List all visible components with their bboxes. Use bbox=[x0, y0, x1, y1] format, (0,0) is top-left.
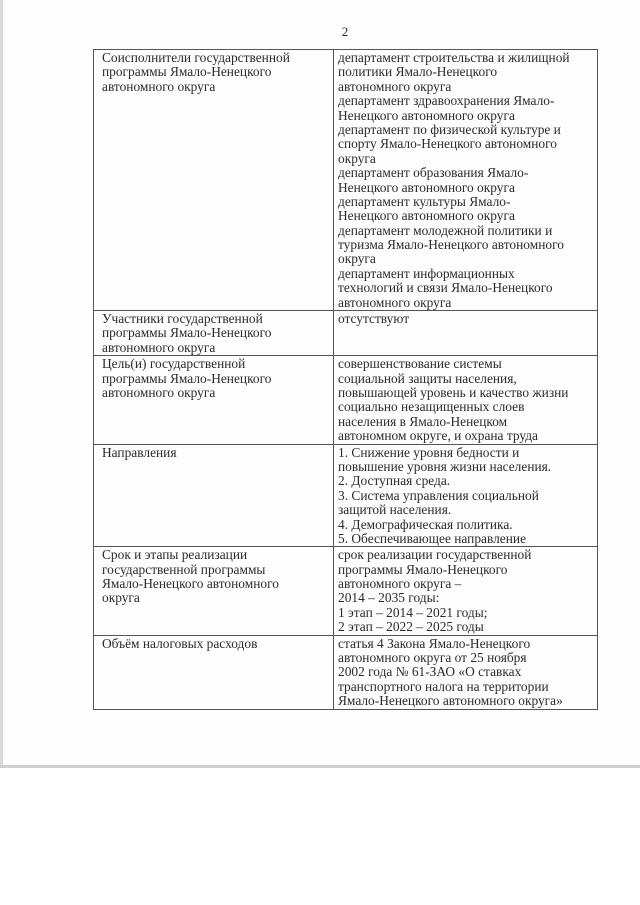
table-row-participants bbox=[94, 311, 598, 356]
row-value-line: департамент по физической культуре и bbox=[338, 121, 561, 137]
row-value-line: 2. Доступная среда. bbox=[338, 473, 451, 489]
row-value-cell bbox=[334, 635, 598, 709]
row-label-cell bbox=[94, 635, 334, 709]
row-label-line: программы Ямало-Ненецкого bbox=[102, 64, 272, 80]
row-value-line: 3. Система управления социальной bbox=[338, 487, 539, 503]
row-value-line: 1 этап – 2014 – 2021 годы; bbox=[338, 604, 488, 620]
row-value-line: защитой населения. bbox=[338, 502, 452, 518]
row-value-line: округа bbox=[338, 150, 376, 166]
row-value-line: туризма Ямало-Ненецкого автономного bbox=[338, 237, 564, 253]
row-value-line: социальной защиты населения, bbox=[338, 370, 517, 386]
row-value-line: департамент культуры Ямало- bbox=[338, 193, 511, 209]
row-value-line: 5. Обеспечивающее направление bbox=[338, 530, 527, 546]
table-row-goals bbox=[94, 356, 598, 444]
row-label-line: автономного округа bbox=[102, 384, 216, 400]
row-value-line: транспортного налога на территории bbox=[338, 678, 549, 694]
scan-left-edge bbox=[0, 0, 3, 767]
row-value-line: 1. Снижение уровня бедности и bbox=[338, 444, 520, 460]
row-value-line: Ямало-Ненецкого автономного округа» bbox=[338, 693, 563, 709]
row-label-line: автономного округа bbox=[102, 78, 216, 94]
program-passport-table bbox=[93, 49, 598, 710]
row-value-line: автономного округа bbox=[338, 78, 452, 94]
row-value-cell bbox=[334, 50, 598, 311]
row-value-line: 2014 – 2035 годы: bbox=[338, 590, 440, 606]
row-value-line: Ненецкого автономного округа bbox=[338, 208, 515, 224]
row-value-line: технологий и связи Ямало-Ненецкого bbox=[338, 280, 553, 296]
row-value-cell bbox=[334, 547, 598, 635]
row-label-line: Соисполнители государственной bbox=[102, 50, 290, 65]
row-label-cell bbox=[94, 444, 334, 547]
row-value-cell bbox=[334, 311, 598, 356]
row-value-line: департамент молодежной политики и bbox=[338, 222, 553, 238]
table-row-tax-expenditures bbox=[94, 635, 598, 709]
row-value-line: 2 этап – 2022 – 2025 годы bbox=[338, 619, 484, 635]
row-label-line: округа bbox=[102, 590, 140, 606]
row-label-line: программы Ямало-Ненецкого bbox=[102, 325, 272, 341]
row-label-cell bbox=[94, 547, 334, 635]
row-value-line: автономного округа – bbox=[338, 576, 462, 592]
row-value-line: Ненецкого автономного округа bbox=[338, 107, 515, 123]
row-value-line: программы Ямало-Ненецкого bbox=[338, 561, 508, 577]
row-value-line: автономном округе, и охрана труда bbox=[338, 428, 538, 444]
row-value-line: 2002 года № 61-ЗАО «О ставках bbox=[338, 664, 522, 680]
row-label-line: программы Ямало-Ненецкого bbox=[102, 370, 272, 386]
row-label-line: Ямало-Ненецкого автономного bbox=[102, 576, 279, 592]
row-label-line: государственной программы bbox=[102, 561, 266, 577]
row-value-line: Ненецкого автономного округа bbox=[338, 179, 515, 195]
row-label-line: Цель(и) государственной bbox=[102, 356, 246, 372]
table-row-co-executors bbox=[94, 50, 598, 311]
row-value-cell bbox=[334, 356, 598, 444]
row-label-line: Срок и этапы реализации bbox=[102, 547, 248, 563]
row-value-line: повышение уровня жизни населения. bbox=[338, 458, 552, 474]
table-row-directions bbox=[94, 444, 598, 547]
row-value-line: округа bbox=[338, 251, 376, 267]
row-value-line: департамент здравоохранения Ямало- bbox=[338, 93, 555, 109]
page-number: 2 bbox=[341, 24, 349, 39]
row-value-line: департамент строительства и жилищной bbox=[338, 50, 570, 65]
row-value-line: срок реализации государственной bbox=[338, 547, 532, 563]
row-label-line: Участники государственной bbox=[102, 311, 263, 327]
row-label-line: автономного округа bbox=[102, 339, 216, 355]
row-value-line: 4. Демографическая политика. bbox=[338, 516, 513, 532]
row-label-line: Объём налоговых расходов bbox=[102, 635, 258, 651]
row-value-line: автономного округа от 25 ноября bbox=[338, 650, 527, 666]
row-value-line: спорту Ямало-Ненецкого автономного bbox=[338, 136, 557, 152]
row-value-line: отсутствуют bbox=[338, 311, 410, 327]
row-label-line: Направления bbox=[102, 444, 177, 460]
row-value-line: статья 4 Закона Ямало-Ненецкого bbox=[338, 635, 531, 651]
row-value-line: населения в Ямало-Ненецком bbox=[338, 413, 508, 429]
table-row-timeline bbox=[94, 547, 598, 635]
row-value-line: совершенствование системы bbox=[338, 356, 502, 372]
row-value-cell bbox=[334, 444, 598, 547]
row-value-line: департамент информационных bbox=[338, 265, 515, 281]
row-value-line: департамент образования Ямало- bbox=[338, 165, 529, 181]
row-label-cell bbox=[94, 50, 334, 311]
row-value-line: автономного округа bbox=[338, 294, 452, 310]
row-value-line: социально незащищенных слоев bbox=[338, 399, 525, 415]
row-value-line: политики Ямало-Ненецкого bbox=[338, 64, 498, 80]
row-value-line: повышающей уровень и качество жизни bbox=[338, 384, 569, 400]
scan-bottom-edge bbox=[0, 765, 640, 768]
row-label-cell bbox=[94, 311, 334, 356]
row-label-cell bbox=[94, 356, 334, 444]
